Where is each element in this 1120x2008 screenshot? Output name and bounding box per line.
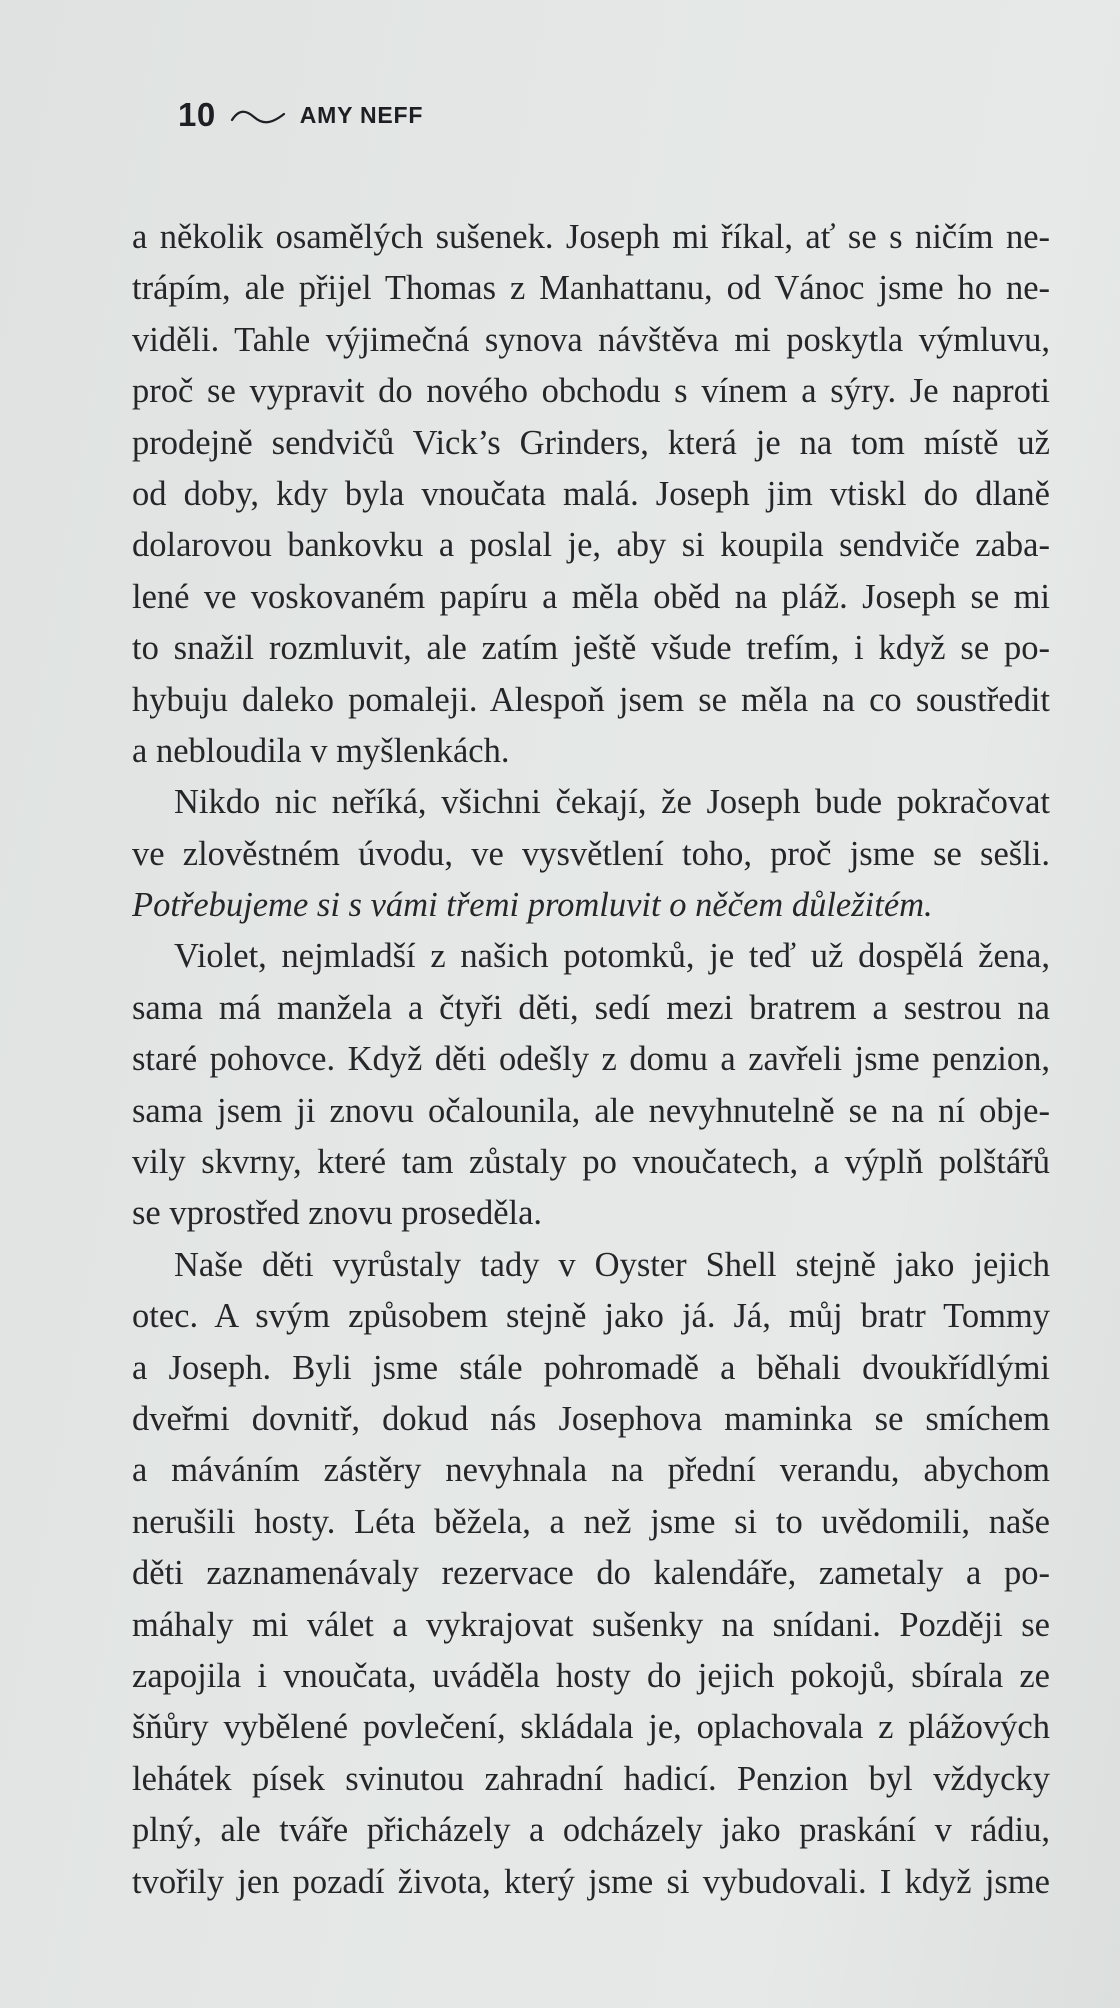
text-line: nerušili hosty. Léta běžela, a než jsme si to uvědomili, naše [132,1502,1050,1541]
text-line: máhaly mi válet a vykrajovat sušenky na snídani. Později se [132,1605,1050,1644]
text-line: Potřebujeme si s vámi třemi promluvit o něčem důležitém. [132,886,933,925]
text-line: se vprostřed znovu proseděla. [132,1194,543,1233]
text-line: hybuju daleko pomaleji. Alespoň jsem se měla na co soustředit [132,680,1050,719]
text-line: lené ve voskovaném papíru a měla oběd na pláž. Joseph se mi [132,577,1050,616]
text-line: dveřmi dovnitř, dokud nás Josephova maminka se smíchem [132,1399,1050,1438]
text-line: lehátek písek svinutou zahradní hadicí. Penzion byl vždycky [132,1759,1050,1798]
paragraph [132,777,1050,931]
text-line: sama jsem ji znovu očalounila, ale nevyhnutelně se na ní obje- [132,1091,1050,1130]
text-line: to snažil rozmluvit, ale zatím ještě všude trefím, i když se po- [132,629,1050,668]
text-line: šňůry vybělené povlečení, skládala je, oplachovala z plážových [132,1708,1050,1747]
page-number: 10 [178,96,216,133]
tilde-swash-icon [230,107,286,127]
text-line: Nikdo nic neříká, všichni čekají, že Joseph bude pokračovat [174,783,1050,822]
text-line: proč se vypravit do nového obchodu s vínem a sýry. Je naproti [132,372,1050,411]
paragraph [132,1240,1050,1908]
text-line: Naše děti vyrůstaly tady v Oyster Shell stejně jako jejich [174,1245,1050,1284]
text-line: trápím, ale přijel Thomas z Manhattanu, od Vánoc jsme ho ne- [132,269,1050,308]
text-line: Violet, nejmladší z našich potomků, je teď už dospělá žena, [174,937,1050,976]
text-line: od doby, kdy byla vnoučata malá. Joseph jim vtiskl do dlaně [132,474,1050,513]
text-line: tvořily jen pozadí života, který jsme si vybudovali. I když jsme [132,1862,1050,1901]
text-line: a nebloudila v myšlenkách. [132,731,510,770]
text-line: děti zaznamenávaly rezervace do kalendáře, zametaly a po- [132,1554,1050,1593]
text-line: sama má manžela a čtyři děti, sedí mezi bratrem a sestrou na [132,988,1050,1027]
text-line: ve zlověstném úvodu, ve vysvětlení toho, proč jsme se sešli. [132,834,1050,873]
text-line: staré pohovce. Když děti odešly z domu a zavřeli jsme penzion, [132,1040,1050,1079]
text-line: plný, ale tváře přicházely a odcházely jako praskání v rádiu, [132,1811,1050,1850]
author-name: AMY NEFF [299,101,424,128]
paragraph [132,931,1050,1239]
text-line: a máváním zástěry nevyhnala na přední verandu, abychom [132,1451,1050,1490]
text-line: zapojila i vnoučata, uváděla hosty do jejich pokojů, sbírala ze [132,1656,1050,1695]
paragraph [132,212,1050,777]
text-line: otec. A svým způsobem stejně jako já. Já, můj bratr Tommy [132,1297,1050,1336]
body-text [132,212,1050,1908]
text-line: dolarovou bankovku a poslal je, aby si koupila sendviče zaba- [132,526,1050,565]
text-line: vily skvrny, které tam zůstaly po vnoučatech, a výplň polštářů [132,1143,1050,1182]
text-line: viděli. Tahle výjimečná synova návštěva mi poskytla výmluvu, [132,320,1050,359]
text-line: a Joseph. Byli jsme stále pohromadě a běhali dvoukřídlými [132,1348,1050,1387]
text-line: a několik osamělých sušenek. Joseph mi říkal, ať se s ničím ne- [132,218,1050,256]
running-head [178,93,423,137]
text-line: prodejně sendvičů Vick’s Grinders, která je na tom místě už [132,423,1050,462]
